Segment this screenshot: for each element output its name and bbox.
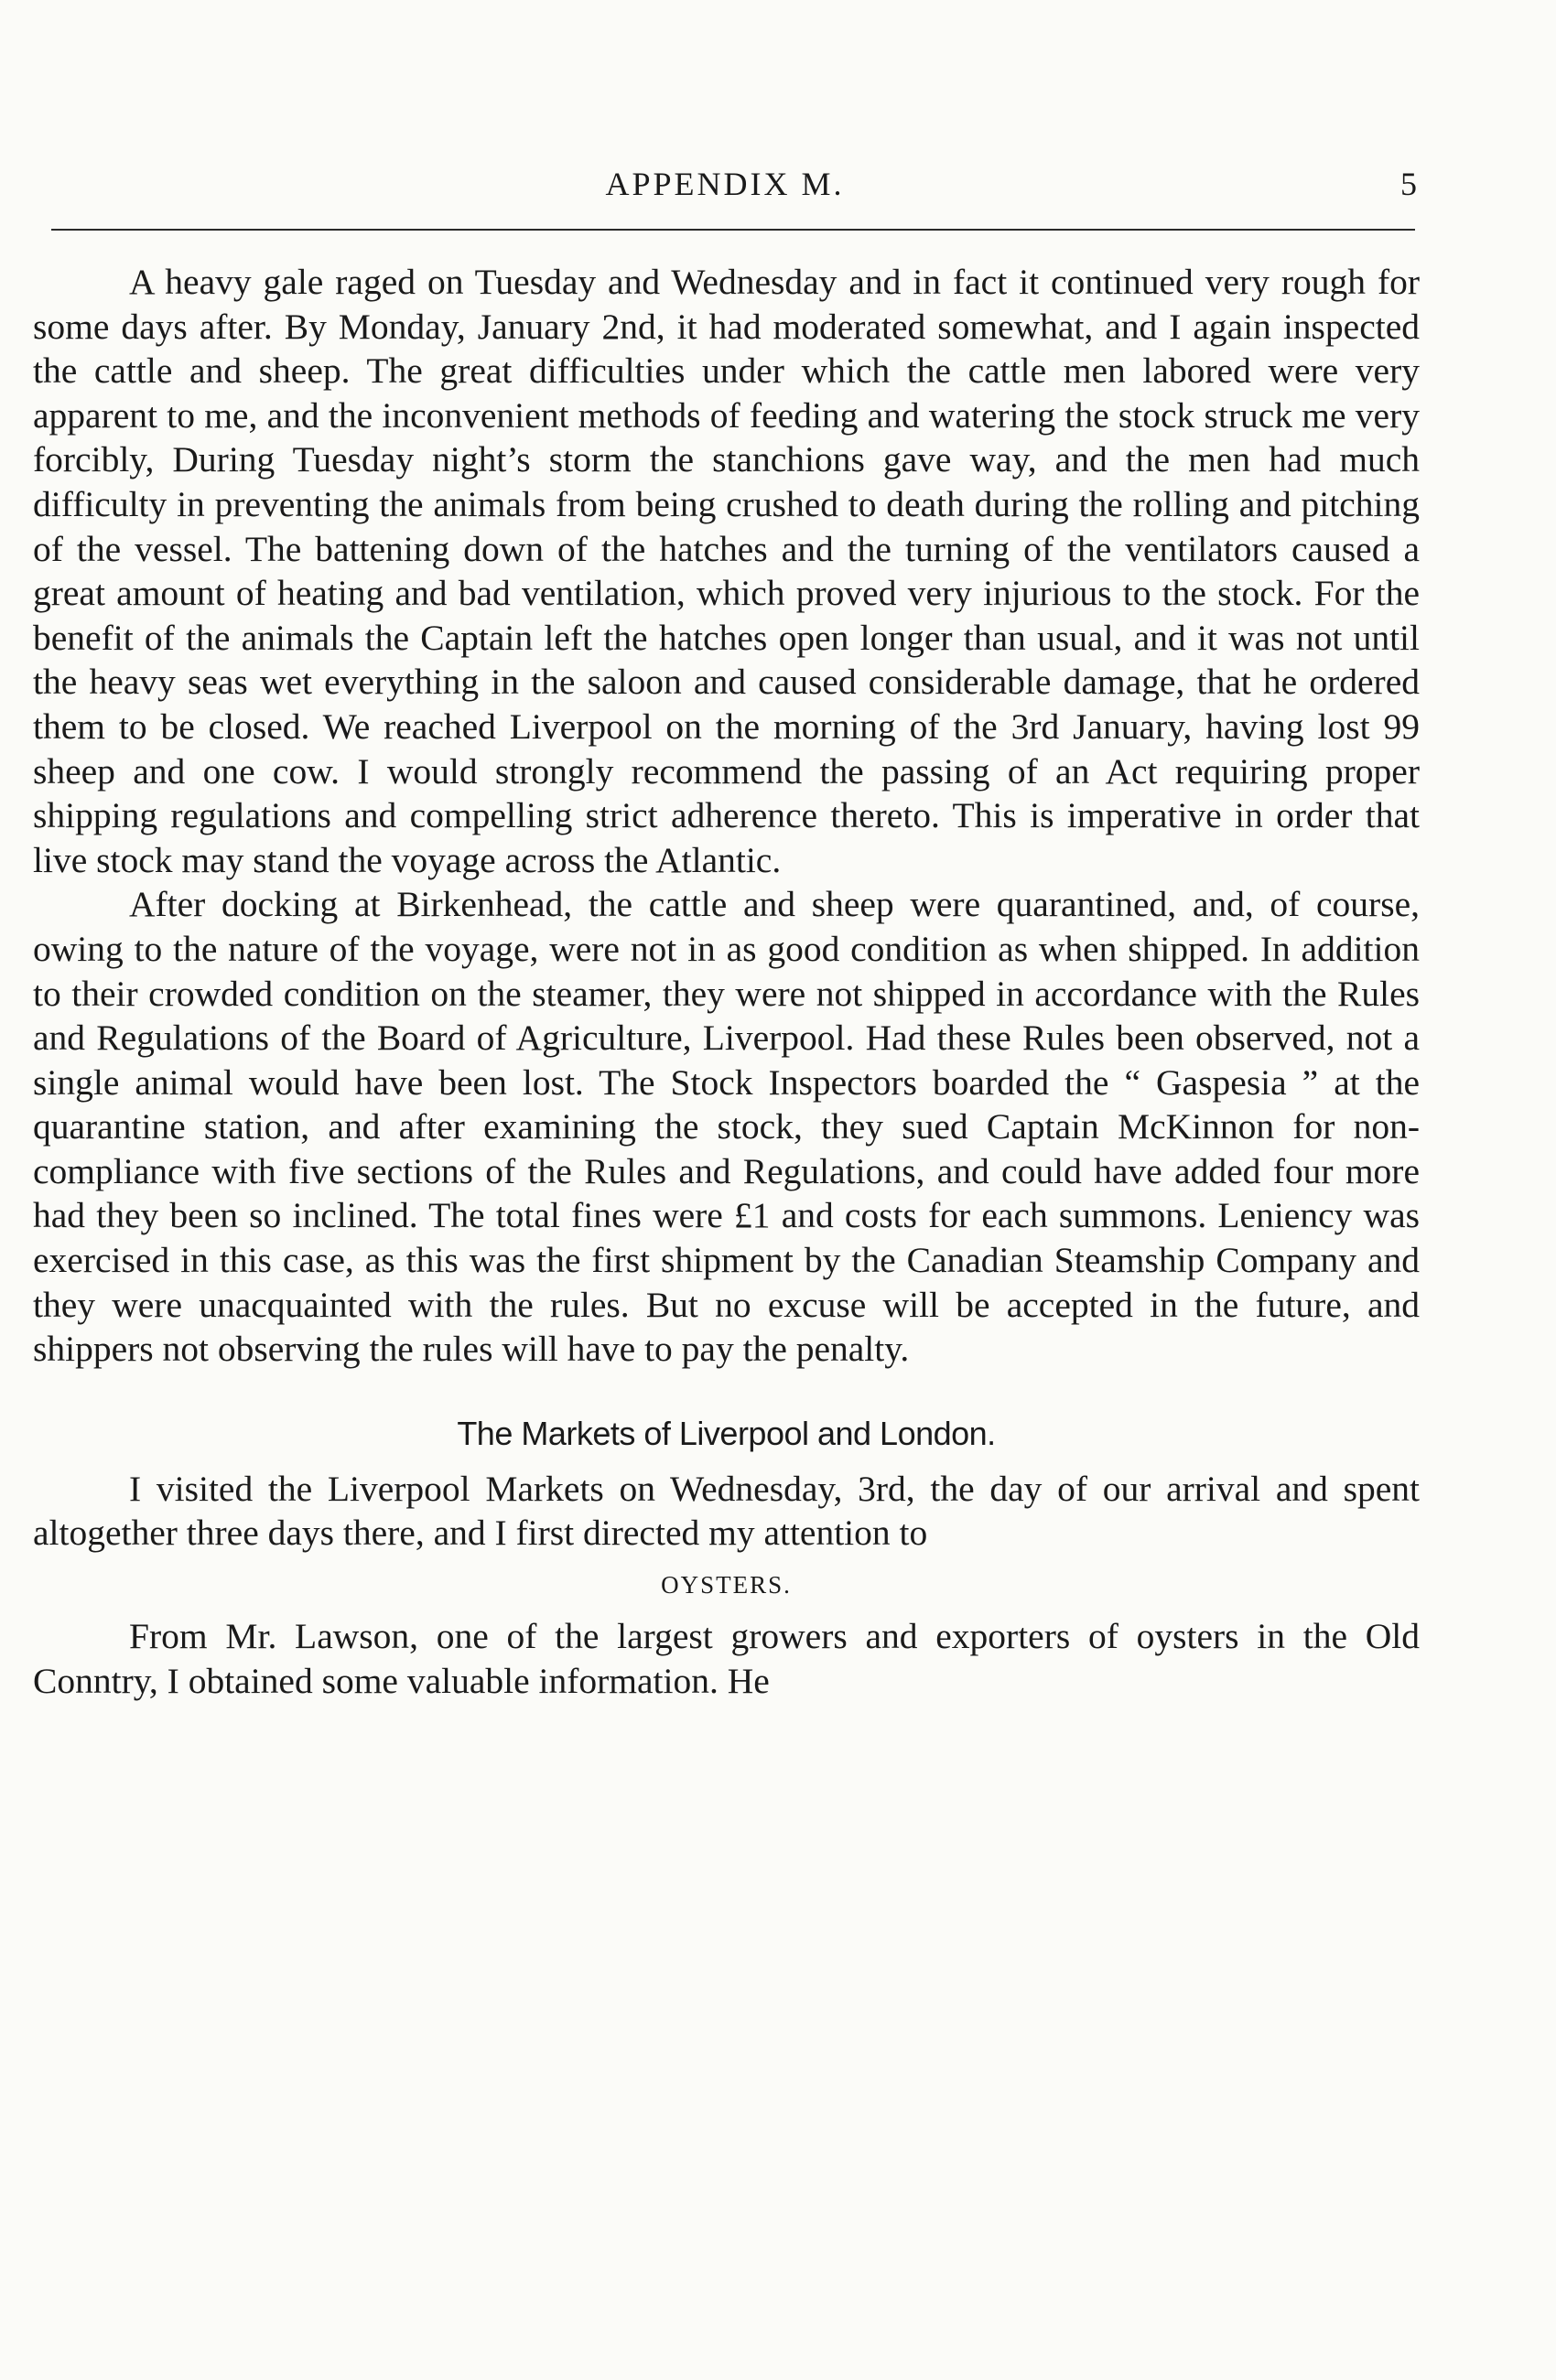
paragraph-markets-intro: I visited the Liverpool Markets on Wednesday, 3rd, the day of our arrival and spent altogether three days there, and I first directed my attention to [33,1468,1420,1554]
paragraph-quarantine: After docking at Birkenhead, the cattle and sheep were quarantined, and, of course, owing to the nature of the voyage, were not in as good condition as when shipped. In addition to their crowded condition on the steamer, they were not shipped in accordance with the Rules and Regulations of the Board of Agriculture, Liverpool. Had these Rules been observed, not a single animal would have been lost. The Stock Inspectors boarded the “ Gaspesia ” at the quarantine station, and after examining the stock, they sued Captain McKinnon for non-compliance with five sections of the Rules and Regulations, and could have added four more had they been so inclined. The total fines were £1 and costs for each summons. Leniency was exercised in this case, as this was the first shipment by the Canadian Steamship Company and they were unacquainted with the rules. But no excuse will be accepted in the future, and shippers not observing the rules will have to pay the penalty. [33,884,1420,1370]
sub-heading-oysters: OYSTERS. [661,1571,792,1599]
paragraph-oysters: From Mr. Lawson, one of the largest growers and exporters of oysters in the Old Conntry, I obtained some valuable information. He [33,1616,1420,1701]
paragraph-voyage: A heavy gale raged on Tuesday and Wednesday and in fact it continued very rough for some days after. By Monday, January 2nd, it had moderated somewhat, and I again inspected the cattle and sheep. The great difficulties under which the cattle men labored were very apparent to me, and the inconvenient methods of feeding and watering the stock struck me very forcibly, During Tuesday night’s storm the stanchions gave way, and the men had much difficulty in preventing the animals from being crushed to death during the rolling and pitching of the vessel. The battening down of the hatches and the turning of the ventilators caused a great amount of heating and bad ventilation, which proved very injurious to the stock. For the benefit of the animals the Captain left the hatches open longer than usual, and it was not until the heavy seas wet everything in the saloon and caused considerable damage, that he ordered them to be closed. We reached Liverpool on the morning of the 3rd January, having lost 99 sheep and one cow. I would strongly recommend the passing of an Act requiring proper shipping regulations and compelling strict adherence thereto. This is imperative in order that live stock may stand the voyage across the Atlantic. [33,262,1420,880]
body-text [33,260,1420,1703]
running-head [33,165,1417,210]
running-title: APPENDIX M. [605,166,845,202]
section-heading: The Markets of Liverpool and London. [457,1414,996,1452]
header-rule [51,229,1415,231]
page-number: 5 [1400,166,1417,202]
